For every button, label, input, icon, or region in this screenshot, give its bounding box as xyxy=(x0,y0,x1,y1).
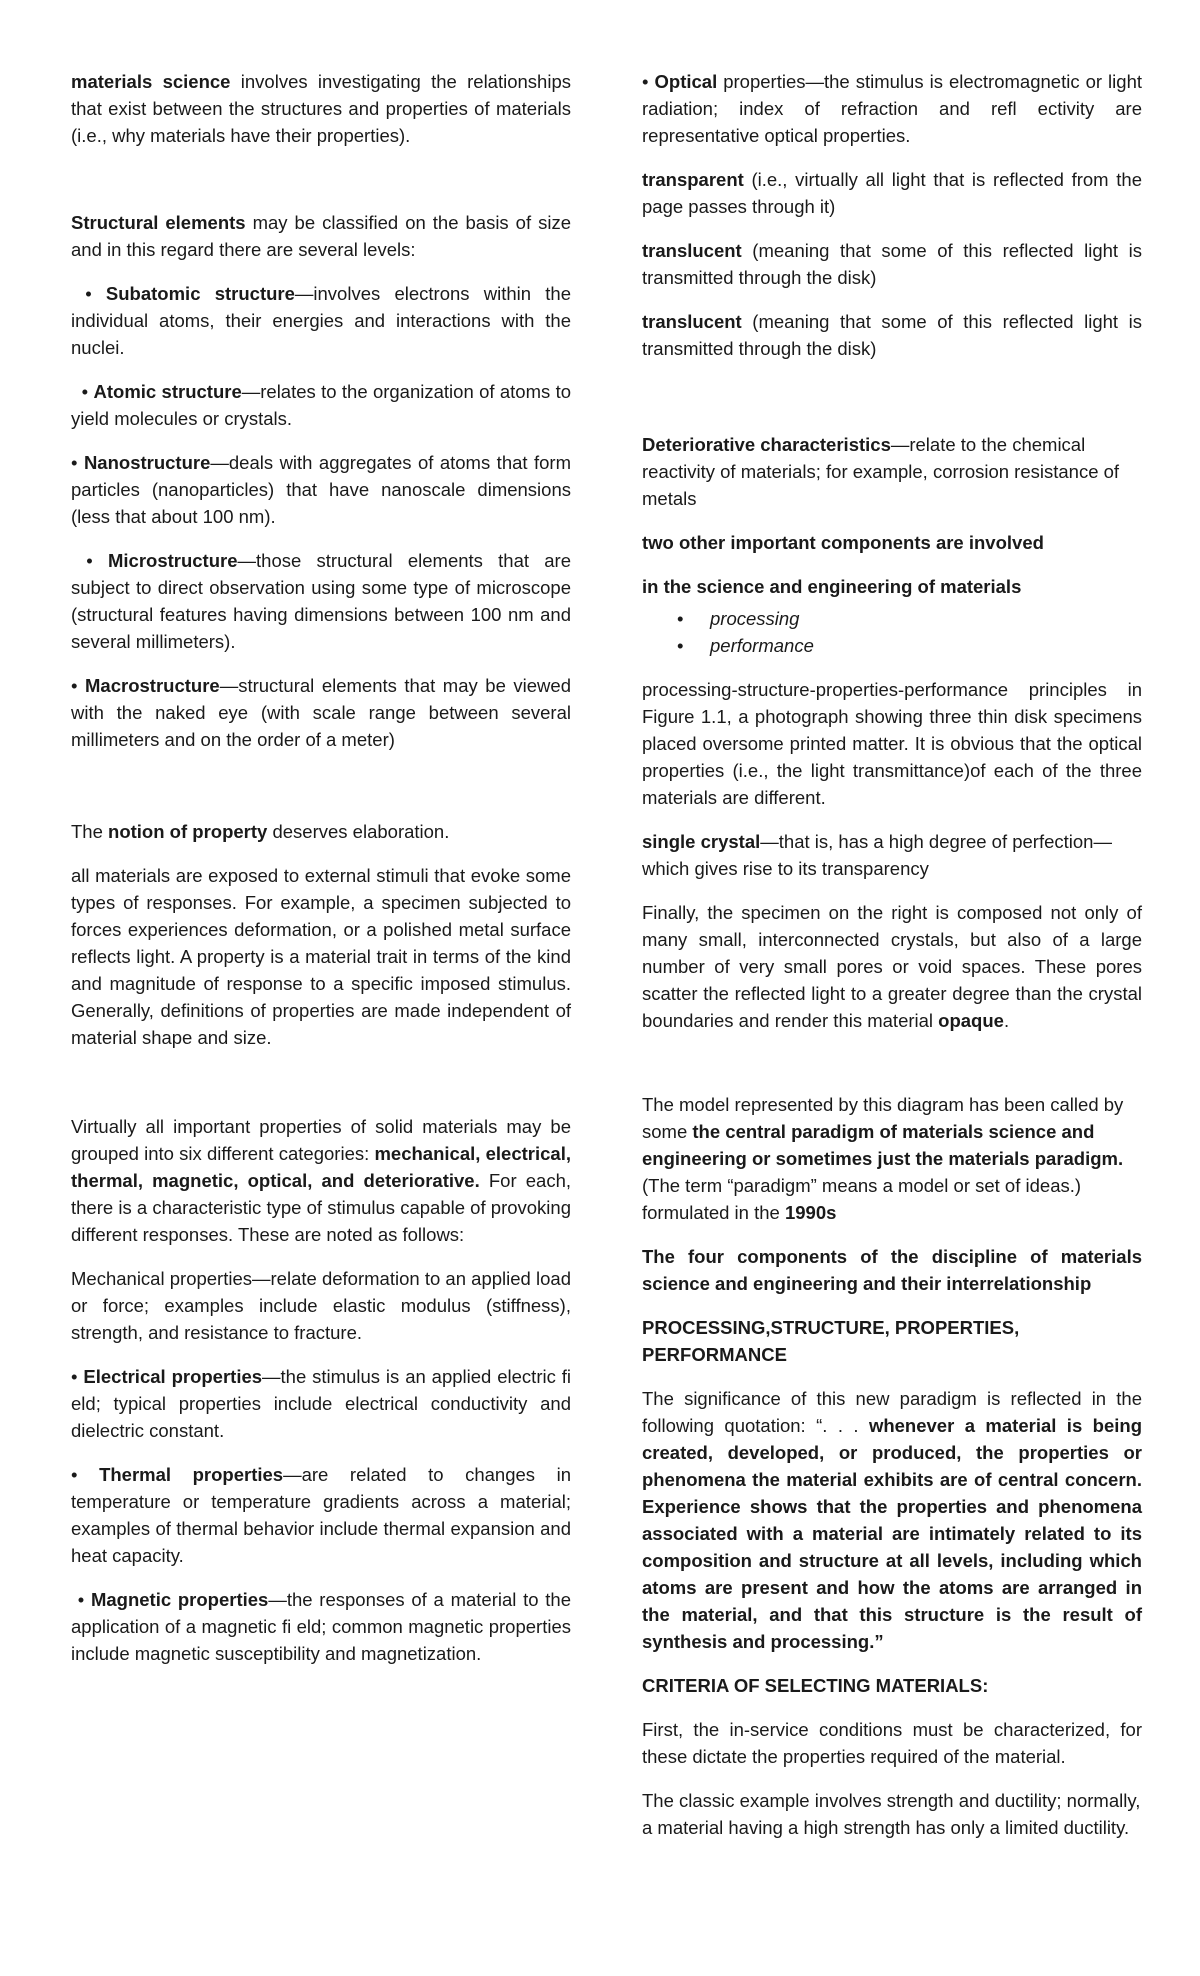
translucent-text: (meaning that some of this reflected light is transmitted through the disk) xyxy=(642,240,1142,288)
translucent-paragraph-2 xyxy=(642,308,1142,362)
atomic-text: —relates to the organization of atoms to yield molecules or crystals. xyxy=(71,381,572,429)
notion-text-start: The xyxy=(71,821,109,842)
term-central-paradigm: the central paradigm of materials science and engineering or sometimes just the materials paradigm. xyxy=(642,1121,1124,1169)
model-text-mid: (The term “paradigm” means a model or set of ideas.) formulated in the xyxy=(642,1175,1082,1223)
six-text-end: For each, there is a characteristic type of stimulus capable of provoking different responses. These are noted as follows: xyxy=(71,1170,571,1245)
bullet: • xyxy=(71,381,94,402)
six-categories-paragraph xyxy=(71,1113,571,1248)
electrical-item xyxy=(71,1363,571,1444)
thermal-text: —are related to changes in temperature or temperature gradients across a material; examples of thermal behavior include thermal expansion and heat capacity. xyxy=(71,1464,572,1566)
psp-text: PROCESSING,STRUCTURE, PROPERTIES, PERFORMANCE xyxy=(642,1317,1020,1365)
deteriorative-paragraph xyxy=(642,431,1142,512)
term-single-crystal: single crystal xyxy=(642,831,761,852)
in-science-text: in the science and engineering of materials xyxy=(642,576,1022,597)
term-subatomic: Subatomic structure xyxy=(105,283,295,304)
term-thermal: Thermal properties xyxy=(99,1464,284,1485)
bullet: • xyxy=(677,608,684,629)
right-column xyxy=(642,68,1142,1858)
bullet: • xyxy=(71,1464,100,1485)
term-atomic: Atomic structure xyxy=(93,381,242,402)
list-item xyxy=(677,605,1142,632)
magnetic-text: —the responses of a material to the application of a magnetic fi eld; common magnetic properties include magnetic susceptibility and magnetization. xyxy=(71,1589,571,1664)
components-list xyxy=(642,605,1142,659)
subatomic-text: —involves electrons within the individual atoms, their energies and interactions with the nuclei. xyxy=(71,283,571,358)
magnetic-item xyxy=(71,1586,571,1667)
six-categories-terms: mechanical, electrical, thermal, magnetic, optical, and deteriorative. xyxy=(71,1143,571,1191)
bullet: • xyxy=(71,675,86,696)
optical-item xyxy=(642,68,1142,149)
first-paragraph: First, the in-service conditions must be characterized, for these dictate the properties required of the material. xyxy=(642,1719,1142,1767)
transparent-text: (i.e., virtually all light that is reflected from the page passes through it) xyxy=(642,169,1142,217)
translucent-paragraph-1 xyxy=(642,237,1142,291)
macro-item xyxy=(71,672,571,753)
bullet: • xyxy=(71,550,108,571)
atomic-item xyxy=(71,378,571,432)
finally-text: Finally, the specimen on the right is composed not only of many small, interconnected crystals, but also of a large number of very small pores or void spaces. These pores scatter the reflected light to a greater degree than the crystal boundaries and render this material xyxy=(642,902,1142,1031)
criteria-text: CRITERIA OF SELECTING MATERIALS: xyxy=(642,1675,989,1696)
term-electrical: Electrical properties xyxy=(83,1366,263,1387)
list-item-processing: processing xyxy=(710,608,800,629)
term-nanostructure: Nanostructure xyxy=(83,452,211,473)
term-structural-elements: Structural elements xyxy=(71,212,246,233)
four-components-text: The four components of the discipline of materials science and engineering and their interrelationship xyxy=(642,1246,1142,1294)
psp-heading xyxy=(642,1314,1142,1368)
subatomic-item xyxy=(71,280,571,361)
model-paragraph xyxy=(642,1091,1142,1226)
classic-paragraph: The classic example involves strength and ductility; normally, a material having a high strength has only a limited ductility. xyxy=(642,1790,1141,1838)
term-translucent: translucent xyxy=(642,311,742,332)
deteriorative-text: —relate to the chemical reactivity of materials; for example, corrosion resistance of metals xyxy=(642,434,1120,509)
structural-elements-paragraph xyxy=(71,209,571,263)
macro-text: —structural elements that may be viewed with the naked eye (with scale range between several millimeters and on the order of a meter) xyxy=(71,675,571,750)
bullet: • xyxy=(71,452,84,473)
single-crystal-text: —that is, has a high degree of perfection—which gives rise to its transparency xyxy=(642,831,1112,879)
term-optical: Optical xyxy=(654,71,718,92)
thermal-item xyxy=(71,1461,571,1569)
notion-text-end: deserves elaboration. xyxy=(267,821,450,842)
nano-item xyxy=(71,449,571,530)
bullet: • xyxy=(71,283,106,304)
quotation-bold: whenever a material is being created, developed, or produced, the properties or phenomena the material exhibits are of central concern. Experience shows that the properties and phenomena associated with a material are intimately related to its composition and structure at all levels, including which atoms are present and how the atoms are arranged in the material, and that this structure is the result of synthesis and processing.” xyxy=(642,1415,1142,1652)
single-crystal-paragraph xyxy=(642,828,1142,882)
term-transparent: transparent xyxy=(642,169,744,190)
term-magnetic: Magnetic properties xyxy=(90,1589,269,1610)
finally-end: . xyxy=(1003,1010,1010,1031)
two-other-text: two other important components are involved xyxy=(642,532,1044,553)
intro-text: involves investigating the relationships that exist between the structures and properties of materials (i.e., why materials have their properties). xyxy=(71,71,571,146)
four-components-heading xyxy=(642,1243,1142,1297)
list-item-performance: performance xyxy=(710,635,814,656)
term-deteriorative: Deteriorative characteristics xyxy=(642,434,891,455)
criteria-heading xyxy=(642,1672,1142,1699)
term-materials-science: materials science xyxy=(71,71,231,92)
in-science-heading xyxy=(642,573,1142,600)
translucent-text: (meaning that some of this reflected light is transmitted through the disk) xyxy=(642,311,1142,359)
notion-paragraph xyxy=(71,818,571,845)
term-translucent: translucent xyxy=(642,240,742,261)
two-other-heading xyxy=(642,529,1142,556)
term-microstructure: Microstructure xyxy=(107,550,238,571)
bullet: • xyxy=(642,71,655,92)
bullet: • xyxy=(677,635,684,656)
term-opaque: opaque xyxy=(938,1010,1004,1031)
intro-paragraph xyxy=(71,68,571,149)
term-1990s: 1990s xyxy=(784,1202,837,1223)
bullet: • xyxy=(71,1589,91,1610)
left-column xyxy=(71,68,571,1684)
nano-text: —deals with aggregates of atoms that form particles (nanoparticles) that have nanoscale dimensions (less that about 100 nm). xyxy=(71,452,571,527)
term-notion-of-property: notion of property xyxy=(108,821,268,842)
model-text-start: The model represented by this diagram has been called by some xyxy=(642,1094,1124,1142)
transparent-paragraph xyxy=(642,166,1142,220)
optical-text: properties—the stimulus is electromagnetic or light radiation; index of refraction and refl ectivity are representative optical properties. xyxy=(642,71,1142,146)
six-text-start: Virtually all important properties of solid materials may be grouped into six different categories: xyxy=(71,1116,571,1164)
stimuli-paragraph: all materials are exposed to external stimuli that evoke some types of responses. For example, a specimen subjected to forces experiences deformation, or a polished metal surface reflects light. A property is a material trait in terms of the kind and magnitude of response to a specific imposed stimulus. Generally, definitions of properties are made independent of material shape and size. xyxy=(71,865,571,1048)
bullet: • xyxy=(71,1366,84,1387)
structural-elements-text: may be classified on the basis of size and in this regard there are several levels: xyxy=(71,212,571,260)
pspp-paragraph: processing-structure-properties-performance principles in Figure 1.1, a photograph showing three thin disk specimens placed oversome printed matter. It is obvious that the optical properties (i.e., the light transmittance)of each of the three materials are different. xyxy=(642,679,1142,808)
significance-text: The significance of this new paradigm is reflected in the following quotation: “. . . xyxy=(642,1388,1142,1436)
term-macrostructure: Macrostructure xyxy=(85,675,220,696)
list-item xyxy=(677,632,1142,659)
finally-paragraph xyxy=(642,899,1142,1034)
significance-paragraph xyxy=(642,1385,1142,1655)
micro-text: —those structural elements that are subject to direct observation using some type of microscope (structural features having dimensions between 100 nm and several millimeters). xyxy=(71,550,571,652)
mechanical-paragraph: Mechanical properties—relate deformation to an applied load or force; examples include elastic modulus (stiffness), strength, and resistance to fracture. xyxy=(71,1268,571,1343)
electrical-text: —the stimulus is an applied electric fi eld; typical properties include electrical conductivity and dielectric constant. xyxy=(71,1366,571,1441)
micro-item xyxy=(71,547,571,655)
